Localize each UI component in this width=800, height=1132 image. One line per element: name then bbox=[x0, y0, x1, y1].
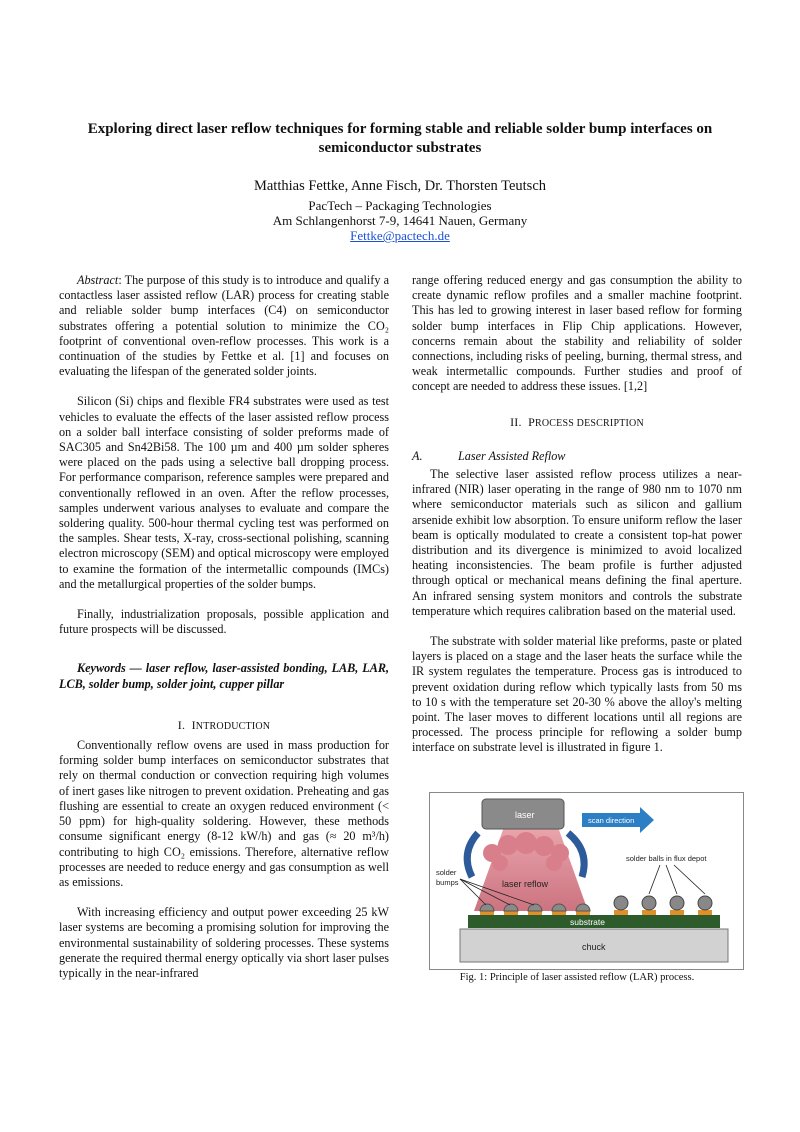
subsection-label: A. bbox=[412, 448, 423, 463]
keywords: Keywords — laser reflow, laser-assisted bonding, LAB, LAR, LCB, solder bump, solder joint, cupper pillar bbox=[59, 661, 389, 691]
affiliation: PacTech – Packaging Technologies bbox=[308, 198, 492, 213]
figure-1 bbox=[429, 792, 744, 970]
rotation-arrow-left bbox=[467, 833, 478, 877]
email-link[interactable]: Fettke@pactech.de bbox=[350, 228, 450, 243]
laser-label: laser bbox=[515, 810, 535, 820]
abstract-paragraph-2: Silicon (Si) chips and flexible FR4 substrates were used as test vehicles to evaluate the effects of the laser assisted reflow process on a solder ball interface consisting of solder preforms made of SAC305 and Sn42Bi58. The 100 µm and 400 µm solder spheres were placed on the pads using a selective ball dropping process. For performance comparison, reference samples were prepared and conventionally reflowed in an oven. After the reflow processes, samples underwent various analyses to evaluate and compare the soldering quality. 500-hour thermal cycling test was performed on the samples. Shear tests, X-ray, cross-sectional polishing, scanning electron microscopy (SEM) and optical microscopy were employed to examine the formation of the intermetallic compounds (IMCs) and the metallurgical properties of the solder bumps. bbox=[59, 394, 389, 591]
left-column bbox=[59, 273, 389, 981]
intro-paragraph-1: Conventionally reflow ovens are used in mass production for forming solder bump interfaces on semiconductor substrates that rely on thermal conduction or convection requiring high volumes of inert gases like nitrogen to prevent oxidation. Preheating and gas flushing are essential to create an oxygen reduced environment (< 50 ppm) for high-quality soldering. However, these methods consume significant energy (8-12 kW/h) and gas (≈ 20 m³/h) contributing to high CO₂ emissions. Therefore, alternative reflow processes are needed to reduce energy and gas consumption as well as emissions. bbox=[59, 738, 389, 889]
section-initial: P bbox=[528, 414, 535, 429]
section-title-rest: ROCESS DESCRIPTION bbox=[534, 417, 644, 429]
solder-bumps-label-2: bumps bbox=[436, 878, 459, 887]
solder-balls bbox=[614, 896, 712, 910]
subsection-title: Laser Assisted Reflow bbox=[458, 448, 566, 463]
solder-balls-label: solder balls in flux depot bbox=[626, 854, 707, 863]
section-number: II. bbox=[510, 414, 522, 429]
process-paragraph-2: The substrate with solder material like preforms, paste or plated layers is placed on a stage and the laser heats the surface while the IR system regulates the temperature. Process gas is introduced to prevent oxidation during reflow which typically lasts from 50 ms to 10 s with the temperature set 20-30 % above the alloy's melting point. The laser moves to different locations until all regions are processed. The process principle for reflowing a solder bump interface on substrate level is illustrated in figure 1. bbox=[412, 634, 742, 755]
address: Am Schlangenhorst 7-9, 14641 Nauen, Germany bbox=[272, 213, 528, 228]
subsection-heading bbox=[412, 449, 742, 464]
section-heading-process bbox=[412, 415, 742, 431]
section-number: I. bbox=[177, 717, 186, 732]
intro-paragraph-3: range offering reduced energy and gas consumption the ability to create dynamic reflow profiles and a smaller machine footprint. This has led to growing interest in laser based reflow for forming solder bump interfaces in Flip Chip applications. However, concerns remain about the stability and reliability of solder connections, including risks of peeling, burning, thermal stress, and weak intermetallic compounds. Further studies and proof of concept are needed to address these issues. [1,2] bbox=[412, 273, 742, 394]
abstract-paragraph bbox=[59, 273, 389, 379]
chuck-label: chuck bbox=[582, 942, 606, 952]
substrate-label: substrate bbox=[570, 917, 605, 927]
author-list: Matthias Fettke, Anne Fisch, Dr. Thorsten Teutsch bbox=[253, 178, 547, 194]
figure-caption: Fig. 1: Principle of laser assisted reflow (LAR) process. bbox=[459, 972, 695, 983]
right-column bbox=[412, 273, 742, 771]
scan-direction-label: scan direction bbox=[588, 816, 635, 825]
laser-reflow-label: laser reflow bbox=[502, 879, 549, 889]
abstract-paragraph-3: Finally, industrialization proposals, possible application and future prospects will be discussed. bbox=[59, 607, 389, 637]
section-initial: I bbox=[191, 717, 196, 732]
intro-paragraph-2: With increasing efficiency and output power exceeding 25 kW laser systems are becoming a promising solution for improving the environmental sustainability of soldering processes. These systems generate the required thermal energy optically via short laser pulses typically in the near-infrared bbox=[59, 905, 389, 980]
lar-diagram bbox=[430, 793, 743, 969]
section-heading-introduction bbox=[59, 718, 389, 734]
abstract-text: : The purpose of this study is to introduce and qualify a contactless laser assisted reflow (LAR) process for creating stable and reliable solder bump interfaces (C4) on semiconductor substrates offering a potential solution to minimize the CO₂ footprint of conventional oven-reflow processes. This work is a continuation of the studies by Fettke et al. [1] and focuses on evaluating the lifespan of the generated solder joints. bbox=[59, 273, 389, 379]
email-line bbox=[100, 228, 700, 244]
solder-balls-pointers bbox=[649, 865, 705, 894]
process-paragraph-1: The selective laser assisted reflow process utilizes a near-infrared (NIR) laser operating in the range of 980 nm to 1070 nm where semiconductor materials such as silicon and gallium arsenide exhibit low absorption. To ensure uniform reflow the laser beam is optically modulated to create a consistent top-hat power distribution and its divergence is minimized to avoid localized heating inconsistencies. The beam profile is further adjusted through optical or mechanical means defining the final aperture. An infrared sensing system monitors and controls the substrate temperature which requires calibration based on the material used. bbox=[412, 467, 742, 618]
abstract-label: Abstract bbox=[77, 273, 119, 287]
solder-bumps-label-1: solder bbox=[436, 868, 457, 877]
paper-title: Exploring direct laser reflow techniques for forming stable and reliable solder bump interfaces on semiconductor substrates bbox=[87, 121, 713, 156]
section-title-rest: NTRODUCTION bbox=[195, 720, 271, 732]
